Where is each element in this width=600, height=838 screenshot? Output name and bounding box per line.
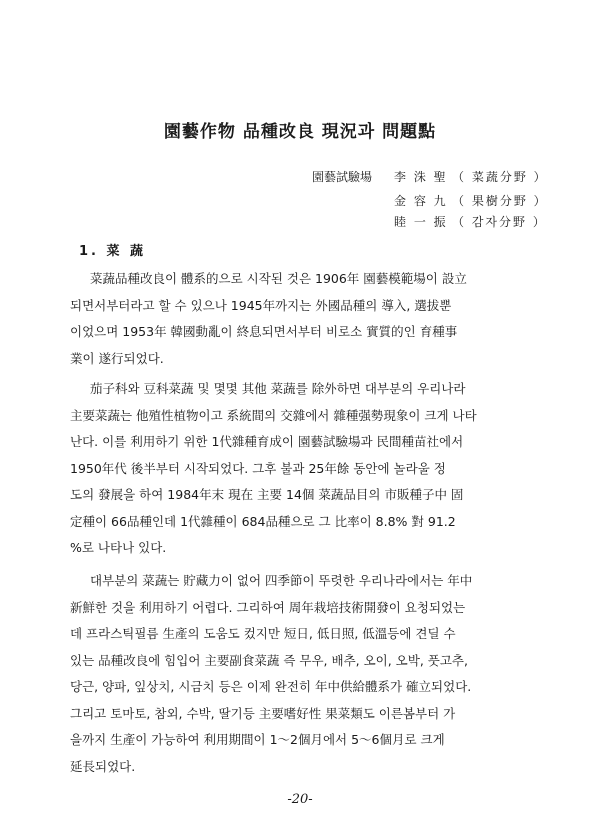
- page-number: -20-: [287, 792, 313, 807]
- section-heading: 1. 菜 蔬: [79, 244, 147, 259]
- text-line: 도의 發展을 하여 1984年末 現在 主要 14個 菜蔬品目의 市販種子中 固: [70, 487, 464, 502]
- text-line: 業이 遂行되었다.: [70, 350, 164, 366]
- text-line: 대부분의 菜蔬는 貯藏力이 없어 四季節이 뚜렷한 우리나라에서는 年中: [90, 573, 473, 588]
- article-title: 園藝作物 品種改良 現況과 問題點: [163, 122, 437, 142]
- author-field: （ 菜蔬分野 ）: [452, 170, 548, 184]
- author-name: 睦 一 振: [394, 215, 448, 229]
- paragraph-3: [70, 568, 532, 780]
- text-line: 菜蔬品種改良이 體系的으로 시작된 것은 1906年 園藝模範場이 設立: [90, 271, 467, 286]
- paragraph-2: [70, 376, 532, 562]
- author-affiliation: 園藝試驗場: [312, 170, 373, 184]
- text-line: 그리고 토마토, 참외, 수박, 딸기등 主要嗜好性 果菜類도 이른봄부터 가: [70, 705, 456, 721]
- paragraph-1: [70, 266, 532, 372]
- text-line: 1950年代 後半부터 시작되었다. 그후 불과 25年餘 동안에 놀라울 정: [70, 460, 446, 476]
- text-line: 을까지 生產이 가능하여 利用期間이 1～2個月에서 5～6個月로 크게: [70, 732, 445, 747]
- author-name: 金 容 九: [394, 194, 448, 208]
- text-line: 데 프라스틱필름 生產의 도움도 컸지만 短日, 低日照, 低溫등에 견딜 수: [70, 626, 456, 641]
- text-line: 茄子科와 豆科菜蔬 및 몇몇 其他 菜蔬를 除外하면 대부분의 우리나라: [90, 381, 466, 396]
- text-line: 난다. 이를 利用하기 위한 1代雜種育成이 園藝試驗場과 民間種苗社에서: [70, 434, 464, 449]
- text-line: 있는 品種改良에 힘입어 主要副食菜蔬 즉 무우, 배추, 오이, 오박, 풋고추,: [70, 652, 468, 668]
- text-line: 主要菜蔬는 他殖性植物이고 系統間의 交雜에서 雜種强勢現象이 크게 나타: [70, 407, 477, 423]
- text-line: 당근, 양파, 잎상치, 시금치 등은 이제 완전히 年中供給體系가 確立되었다.: [70, 679, 472, 694]
- author-name: 李 洙 聖: [394, 170, 448, 184]
- author-field: （ 감자分野 ）: [452, 215, 547, 229]
- text-line: 新鮮한 것을 利用하기 어렵다. 그리하여 周年栽培技術開發이 요청되었는: [70, 599, 466, 615]
- text-line: %로 나타나 있다.: [70, 540, 167, 555]
- text-line: 되면서부터라고 할 수 있으나 1945年까지는 外國品種의 導入, 選拔뿐: [70, 297, 452, 313]
- text-line: 定種이 66品種인데 1代雜種이 684品種으로 그 比率이 8.8% 對 91.2: [70, 513, 456, 529]
- text-line: 이었으며 1953年 韓國動亂이 終息되면서부터 비로소 實質的인 育種事: [70, 324, 458, 339]
- author-field: （ 果樹分野 ）: [452, 194, 548, 208]
- text-line: 延長되었다.: [70, 758, 136, 774]
